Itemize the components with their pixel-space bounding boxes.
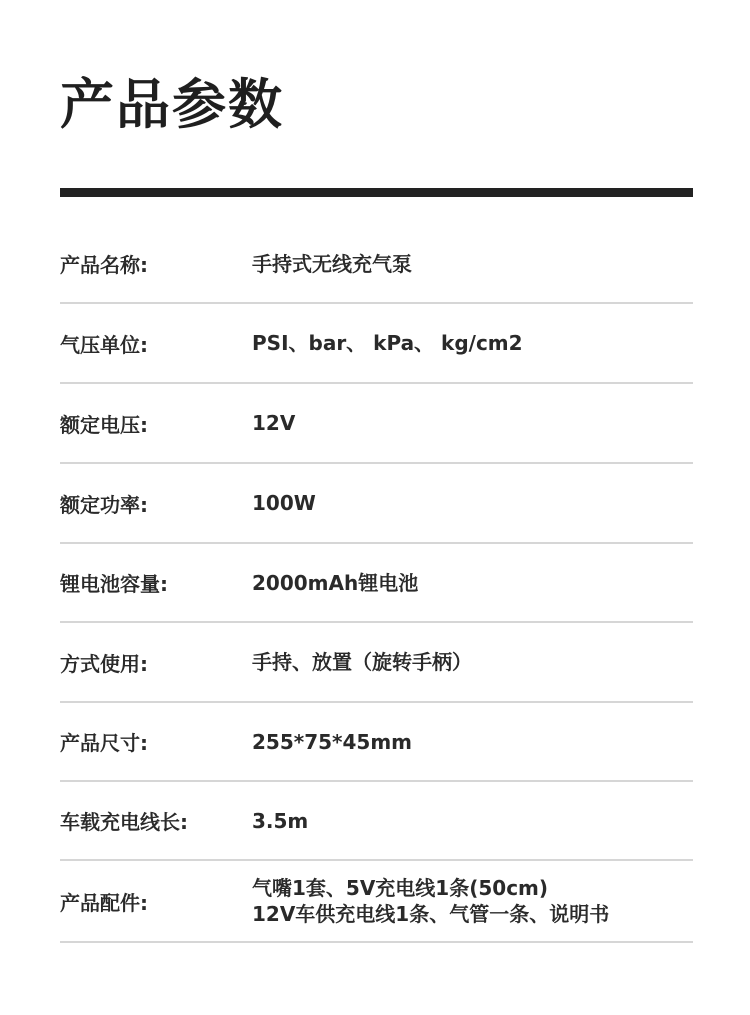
spec-value: 255*75*45mm (252, 729, 413, 754)
spec-value: 手持式无线充气泵 (252, 251, 412, 276)
spec-row-product-size (60, 703, 693, 782)
spec-label: 产品配件: (60, 890, 148, 915)
spec-row-product-name (60, 225, 693, 304)
spec-row-rated-power (60, 464, 693, 544)
spec-value: 2000mAh锂电池 (252, 570, 419, 595)
spec-label: 产品名称: (60, 253, 148, 277)
spec-row-accessories (60, 861, 693, 943)
spec-label: 额定功率: (60, 492, 148, 517)
spec-value-line: 12V车供充电线1条、气管一条、说明书 (252, 902, 610, 926)
spec-row-usage-mode (60, 623, 693, 703)
spec-row-cable-length (60, 782, 693, 861)
spec-row-pressure-units (60, 304, 693, 384)
title-divider (60, 188, 693, 197)
spec-label: 气压单位: (60, 332, 148, 357)
spec-label: 产品尺寸: (60, 731, 148, 755)
spec-label: 车载充电线长: (60, 810, 188, 834)
page-title: 产品参数 (60, 73, 284, 136)
spec-label: 额定电压: (60, 412, 148, 437)
spec-label: 锂电池容量: (60, 572, 168, 596)
spec-value-line: 气嘴1套、5V充电线1条(50cm) (252, 876, 549, 900)
spec-row-rated-voltage (60, 384, 693, 464)
spec-label: 方式使用: (60, 651, 148, 676)
spec-value: 手持、放置（旋转手柄） (252, 650, 472, 674)
spec-value (252, 875, 693, 927)
spec-value: 3.5m (252, 808, 309, 833)
spec-table (60, 225, 693, 943)
spec-value: 100W (252, 491, 316, 515)
spec-value: 12V (252, 411, 296, 435)
spec-value: PSI、bar、 kPa、 kg/cm2 (252, 331, 523, 355)
spec-row-battery-capacity (60, 544, 693, 623)
